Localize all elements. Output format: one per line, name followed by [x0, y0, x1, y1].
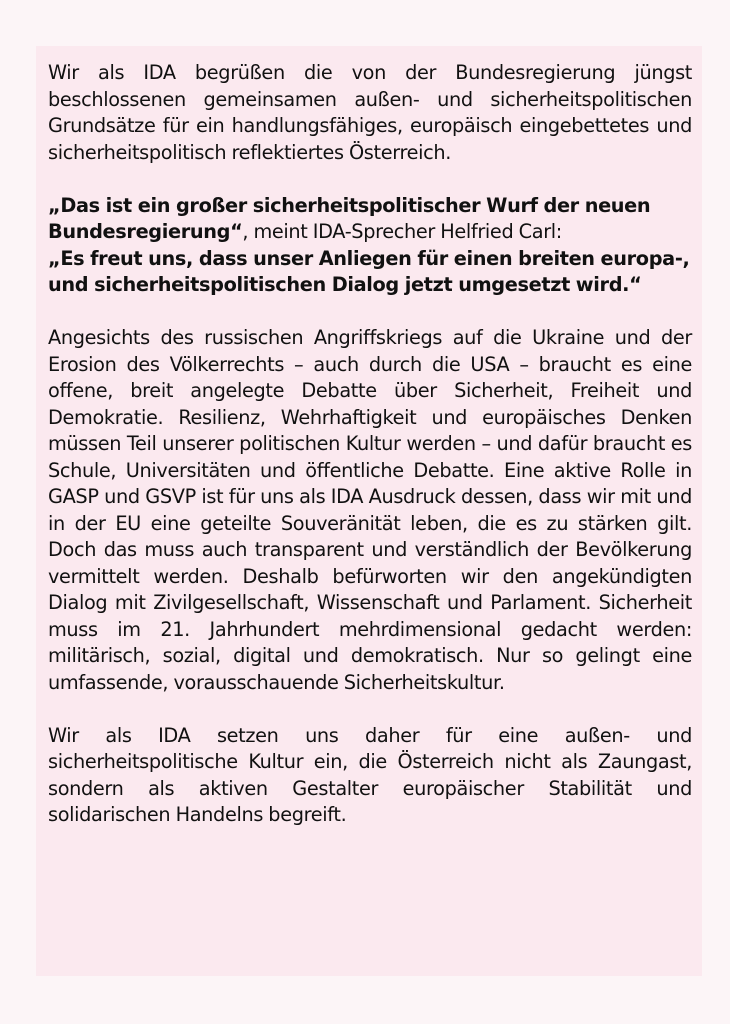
paragraph-spacer: [48, 166, 692, 193]
paragraph-spacer: [48, 299, 692, 326]
closing-paragraph: Wir als IDA setzen uns daher für eine außen- und sicherheitspolitische Kultur ein, die Österreich nicht als Zaungast, sondern als aktiven Gestalter europäischer Stabilität und solidarischen Handelns begreift.: [48, 723, 692, 826]
quote-paragraph: [48, 193, 692, 299]
statement-card: [36, 46, 702, 976]
quote-attribution: , meint IDA-Sprecher Helfried Carl:: [242, 220, 562, 243]
context-paragraph: Angesichts des russischen Angriffskriegs auf die Ukraine und der Erosion des Völkerrechts – auch durch die USA – braucht es eine offene, breit angelegte Debatte über Sicherheit, Freiheit und Demokratie. Resilienz, Wehrhaftigkeit und europäisches Denken müssen Teil unserer politischen Kultur werden – und dafür braucht es Schule, Universitäten und öffentliche Debatte. Eine aktive Rolle in GASP und GSVP ist für uns als IDA Ausdruck dessen, dass wir mit und in der EU eine geteilte Souveränität leben, die es zu stärken gilt. Doch das muss auch transparent und verständlich der Bevölkerung vermittelt werden. Deshalb befürworten wir den angekündigten Dialog mit Zivilgesellschaft, Wissenschaft und Parlament. Sicherheit muss im 21. Jahrhundert mehrdimensional gedacht werden: militärisch, sozial, digital und demokratisch. Nur so gelingt eine umfassende, vorausschauende Sicherheitskultur.: [48, 326, 692, 694]
intro-paragraph: Wir als IDA begrüßen die von der Bundesregierung jüngst beschlossenen gemeinsamen außen- und sicherheitspolitischen Grundsätze für ein handlungsfähiges, europäisch eingebettetes und sicherheitspolitisch reflektiertes Österreich.: [48, 61, 692, 164]
quote-headline: „Das ist ein großer sicherheitspolitischer Wurf der neuen Bundesregierung“: [48, 193, 651, 243]
quote-statement: „Es freut uns, dass unser Anliegen für einen breiten europa-, und sicherheitspolitischen Dialog jetzt umgesetzt wird.“: [48, 246, 690, 296]
paragraph-spacer: [48, 696, 692, 723]
